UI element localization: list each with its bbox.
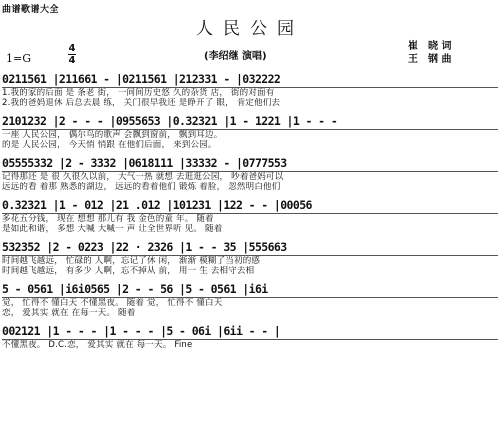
lyric-line: 2.我的爸妈退休 后总去晨 练， 关门很早我还 是睁开了 眼， 肯定他们去 [2, 98, 281, 108]
site-tag: 曲谱歌谱大全 [2, 5, 60, 15]
notation-line: 532352 |2 - 0223 |22 · 2326 |1 - - 35 |555663 [2, 240, 498, 256]
notation-line: 0.32321 |1 - 012 |21 .012 |101231 |122 - - |00056 [2, 198, 498, 214]
lyricist: 崔 晓 词 [408, 41, 452, 52]
lyric-line: 时间越飞越远， 有多少 人啊，忘不掉从 前， 用一 生 去相守去相 [2, 266, 255, 276]
lyric-line: 时间越飞越远， 忙碌的 人啊，忘记了休 闲， 渐渐 模糊了当初的感 [2, 256, 261, 266]
score-system-4 [2, 198, 498, 240]
composer: 王 钢 曲 [408, 54, 452, 65]
score-system-1 [2, 72, 498, 114]
lyric-line: 远远的看 着那 熟悉的湖边， 远远的看着他们 锻炼 着脸， 忽然明白他们 [2, 182, 281, 192]
notation-line: 5 - 0561 |i6i0565 |2 - - 56 |5 - 0561 |i6i [2, 282, 498, 298]
lyric-line: 1.我的家的后面 是 条老 街， 一间间历史悠 久的杂货 店， 街的对面有 [2, 88, 275, 98]
lyric-line: 的是 人民公园， 今天悄 悄跟 在他们后面， 来到公园。 [2, 140, 217, 150]
key-signature: 1=G [6, 52, 32, 65]
lyric-line: 一座 人民公园， 偶尔鸟的歌声 会飘到窗前， 飘到耳边。 [2, 130, 223, 140]
meter-top: 4 [68, 43, 76, 54]
score-system-5 [2, 240, 498, 282]
song-title: 人民公园 [196, 19, 304, 39]
lyric-line: 觉， 忙得不 懂白天 不懂黑夜。 随着 觉， 忙得不 懂白天 [2, 298, 223, 308]
lyric-line: 记得那还 是 很 久很久以前， 大气一热 就想 去逛逛公园， 吵着爸妈可以 [2, 172, 284, 182]
notation-line: 002121 |1 - - - |1 - - - |5 - 06i |6ii - - | [2, 324, 498, 340]
lyric-line: 是如此和谐， 多想 大喊 大喊一 声 让全世界听 见。 随着 [2, 224, 223, 234]
lyric-line: 多花五分钱， 现在 想想 那儿有 我 金色的童 年。 随着 [2, 214, 214, 224]
score-system-2 [2, 114, 498, 156]
score-system-6 [2, 282, 498, 324]
notation-line: 0211561 |211661 - |0211561 |212331 - |032222 [2, 72, 498, 88]
score-system-3 [2, 156, 498, 198]
score-system-7 [2, 324, 498, 366]
meter-bottom: 4 [68, 55, 76, 66]
notation-line: 05555332 |2 - 3332 |0618111 |33332 - |0777553 [2, 156, 498, 172]
credits [408, 40, 451, 66]
notation-line: 2101232 |2 - - - |0955653 |0.32321 |1 - 1221 |1 - - - [2, 114, 498, 130]
lyric-line: 恋， 爱其实 就在 在每一天。 随着 [2, 308, 136, 318]
lyric-line: 不懂黑夜。 D.C.恋， 爱其实 就在 每一天。 Fine [2, 340, 193, 350]
time-signature [68, 44, 76, 65]
score [2, 72, 498, 366]
performer: (李绍继 演唱) [204, 51, 267, 62]
